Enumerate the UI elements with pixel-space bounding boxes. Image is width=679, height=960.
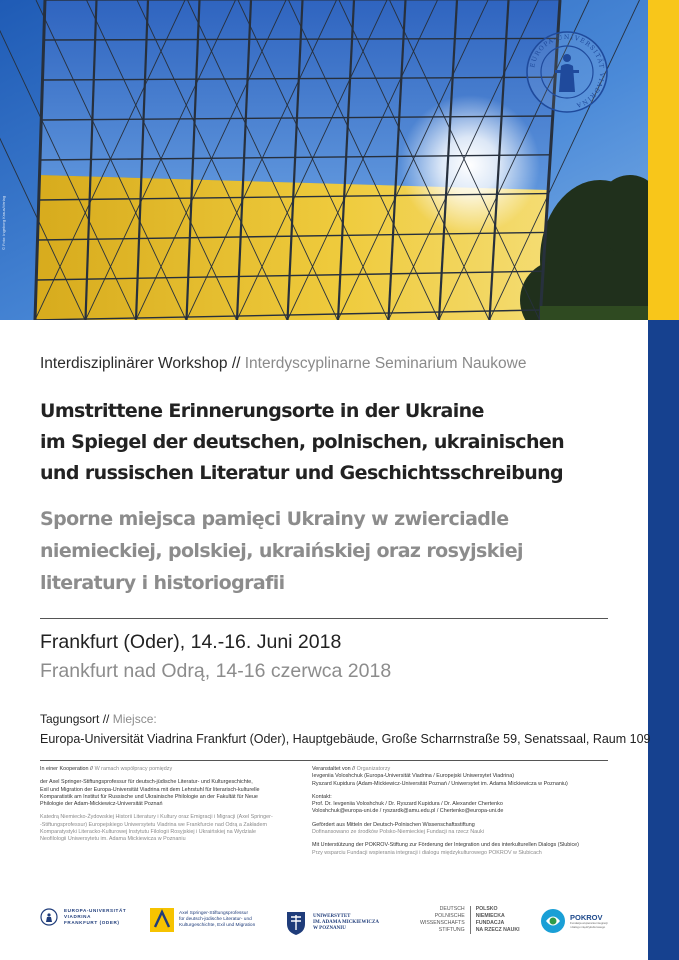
title-pl-line-1: Sporne miejsca pamięci Ukrainy w zwierciadle — [40, 508, 509, 530]
funding-de: Gefördert aus Mitteln der Deutsch-Polnischen Wissenschaftsstiftung — [312, 821, 475, 828]
logo-pokrov-sub: i dialogu międzykulturowego — [570, 924, 606, 929]
cooperation-pl-line: Neofilologii Uniwersytetu im. Adama Mickiewicza w Poznaniu — [40, 836, 186, 843]
logo-axel-line: Kulturgeschichte, Exil und Migration — [179, 923, 256, 928]
contact-label: Kontakt: — [312, 793, 332, 800]
cooperation-de-line: der Axel Springer-Stiftungsprofessur für deutsch-jüdische Literatur- und Kulturgeschichte, — [40, 779, 253, 786]
logo-dpws-pl-line: NA RZECZ NAUKI — [475, 927, 520, 933]
logo-pokrov-name: POKROV — [570, 913, 603, 922]
side-bar-yellow — [648, 0, 679, 320]
logo-uam-line: W POZNANIU — [313, 926, 346, 931]
workshop-separator: // — [227, 355, 245, 372]
organizers-separator: // — [350, 766, 357, 772]
organizer-line: Ievgeniia Voloshchuk (Europa-Universität Viadrina / Europejski Uniwersytet Viadrina) — [312, 773, 515, 780]
organizer-line: Ryszard Kupidura (Adam-Mickiewicz-Universität Poznań / Uniwersytet im. Adama Mickiewicza w Poznaniu) — [312, 780, 568, 787]
date-de: Frankfurt (Oder), 14.-16. Juni 2018 — [40, 631, 342, 653]
logo-axel-line: für deutsch-jüdische Literatur- und — [179, 917, 252, 922]
side-bar-blue — [648, 320, 679, 960]
logo-deutsch-polnische-wissenschaftsstiftung — [420, 906, 520, 934]
logo-dpws-de-line: POLNISCHE — [434, 913, 465, 919]
logo-pokrov — [540, 908, 608, 934]
organizers-heading — [312, 766, 612, 773]
logo-euv-line: FRANKFURT (ODER) — [64, 920, 120, 925]
cooperation-pl-line: -Stiftungsprofessur) Europejskiego Uniwersytetu Viadrina we Frankfurcie nad Odrą a Zakładem — [40, 821, 268, 828]
cooperation-de-line: Komparatistik am Institut für Russische und Ukrainische Philologie an der Fakultät für Neue — [40, 793, 258, 800]
contact-emails[interactable]: Voloshchuk@europa-uni.de / ryszardk@amu.edu.pl / Chertenko@europa-uni.de — [312, 808, 504, 815]
pokrov-swirl-icon — [540, 908, 566, 934]
logo-euv-line: EUROPA-UNIVERSITÄT — [64, 908, 127, 913]
venue-label — [40, 712, 157, 726]
date-pl: Frankfurt nad Odrą, 14-16 czerwca 2018 — [40, 660, 392, 682]
seal-ring-text: EUROPA-UNIVERSITÄT VIADRINA — [529, 33, 606, 109]
cooperation-pl-line: Katedrą Niemiecko-Żydowskiej Historii Literatury i Kultury oraz Emigracji i Migracji (Axel Springer- — [40, 814, 273, 821]
title-de-line-3: und russischen Literatur und Geschichtsschreibung — [40, 462, 564, 484]
workshop-heading — [40, 355, 526, 373]
divider — [40, 618, 608, 619]
support-pl: Przy wsparciu Fundacji wspierania integracji i dialogu międzykulturowego POKROV w Słubicach — [312, 849, 542, 856]
logo-uam-line: UNIWERSYTET — [313, 914, 351, 919]
logo-dpws-de-line: STIFTUNG — [438, 927, 465, 933]
cooperation-pl-line: Komparatystyki Literacko-Kulturowej Instytutu Filologii Rosyjskiej i Ukraińskiej na Wydziale — [40, 829, 256, 836]
cooperation-separator: // — [88, 766, 95, 772]
cooperation-pl: W ramach współpracy pomiędzy — [94, 766, 173, 772]
logo-uam-line: IM. ADAMA MICKIEWICZA — [313, 920, 379, 925]
cooperation-de: In einer Kooperation — [40, 766, 89, 772]
logo-axel-springer-professur — [150, 908, 255, 932]
logo-uam-poznan — [285, 910, 379, 936]
cooperation-de-line: Philologie der Adam-Mickiewicz-Universität Poznań — [40, 801, 163, 808]
logo-pokrov-sub: Fundacja wspierania integracji — [570, 921, 608, 925]
logo-dpws-pl-line: NIEMIECKA — [475, 913, 505, 919]
contact-names: Prof. Dr. Ievgeniia Voloshchuk / Dr. Ryszard Kupidura / Dr. Alexander Chertenko — [312, 801, 503, 808]
organizers-pl: Organizatorzy — [356, 766, 391, 772]
logo-dpws-de-line: DEUTSCH — [439, 906, 465, 912]
title-pl-line-2: niemieckiej, polskiej, ukraińskiej oraz rosyjskiej — [40, 540, 523, 562]
funding-pl: Dofinansowano ze środków Polsko-Niemieckiej Fundacji na rzecz Nauki — [312, 829, 484, 836]
logo-dpws-de-line: WISSENSCHAFTS — [420, 920, 465, 926]
axel-springer-mark-icon — [150, 908, 174, 932]
title-pl-line-3: literatury i historiografii — [40, 572, 285, 594]
logo-dpws-pl-line: FUNDACJA — [475, 920, 505, 926]
title-de-line-1: Umstrittene Erinnerungsorte in der Ukraine — [40, 400, 484, 422]
cooperation-heading — [40, 766, 310, 773]
venue-label-pl: Miejsce: — [112, 712, 157, 726]
organizers-block — [312, 760, 612, 857]
title-de-line-2: im Spiegel der deutschen, polnischen, ukrainischen — [40, 431, 565, 453]
logo-euv-line: VIADRINA — [64, 914, 92, 919]
cooperation-de-line: Exil und Migration der Europa-Universität Viadrina mit dem Lehrstuhl für literarisch-kulturelle — [40, 786, 260, 793]
workshop-pl: Interdyscyplinarne Seminarium Naukowe — [244, 355, 527, 372]
photo-credit: © Foto: Ingeborg Kraus/Verlag — [1, 195, 6, 250]
venue-label-de: Tagungsort — [40, 712, 100, 726]
organizers-de: Veranstaltet von — [312, 766, 351, 772]
logo-europa-universitat-viadrina — [40, 908, 126, 926]
uam-emblem-icon — [285, 910, 307, 936]
logo-axel-line: Axel Springer-Stiftungsprofessur — [179, 911, 249, 916]
support-de: Mit Unterstützung der POKROV-Stiftung zur Förderung der Integration und des interkulturellen Dialogs (Slubice) — [312, 842, 579, 849]
viadrina-seal-logo — [525, 30, 609, 114]
cooperation-block — [40, 760, 310, 844]
viadrina-seal-icon — [40, 908, 58, 926]
venue-address: Europa-Universität Viadrina Frankfurt (Oder), Hauptgebäude, Große Scharrnstraße 59, Senatssaal, Raum 109 — [40, 732, 651, 746]
workshop-de: Interdisziplinärer Workshop — [40, 355, 228, 372]
venue-label-separator: // — [99, 712, 113, 726]
logo-dpws-pl-line: POLSKO — [475, 906, 498, 912]
